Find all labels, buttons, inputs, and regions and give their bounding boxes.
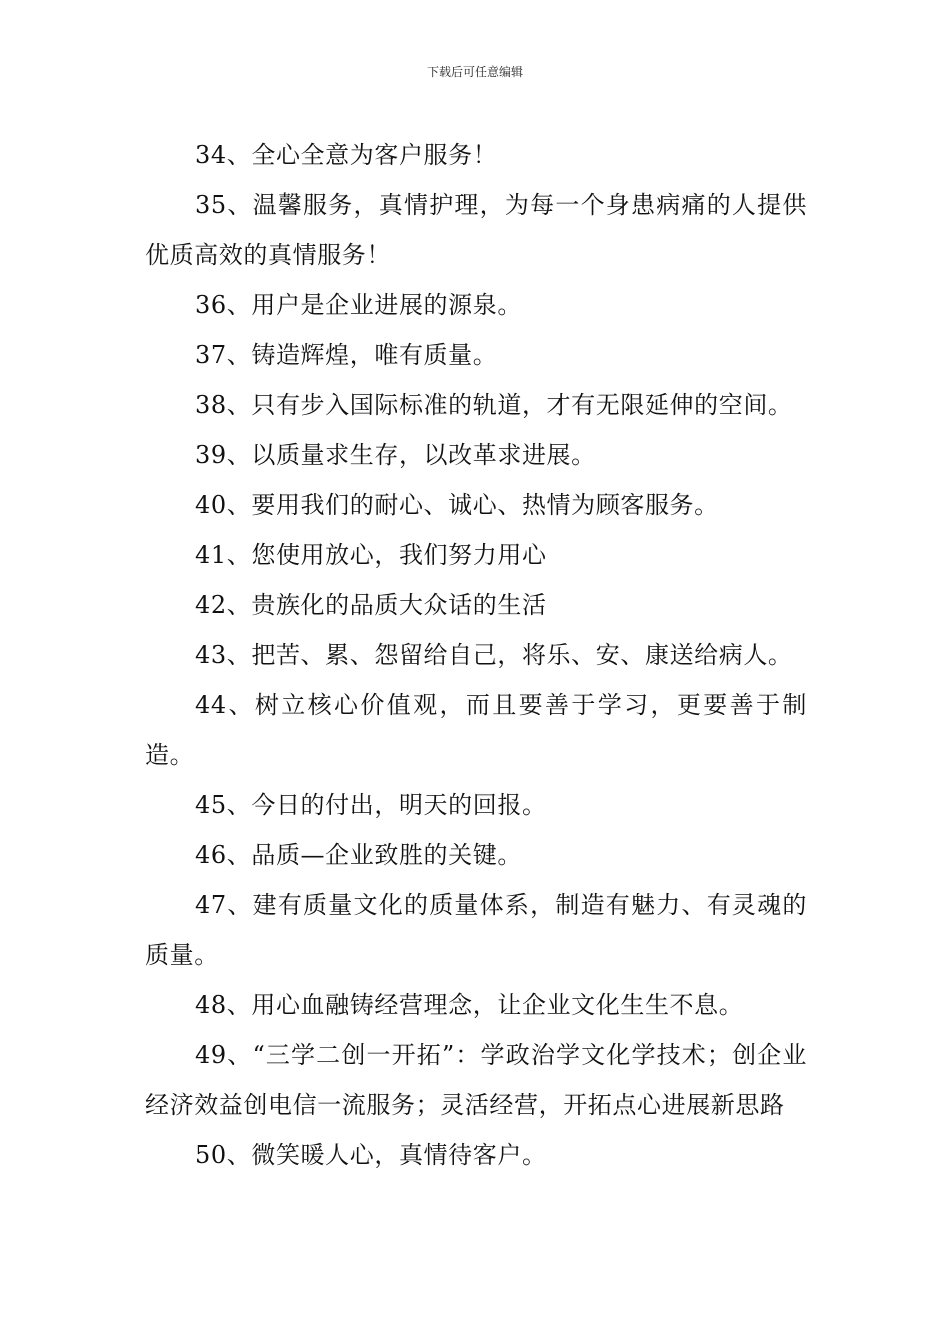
paragraph-41: 41、您使用放心，我们努力用心 — [195, 541, 547, 569]
paragraph-50: 50、微笑暖人心，真情待客户。 — [195, 1141, 547, 1169]
document-body — [145, 130, 807, 1180]
paragraph-45: 45、今日的付出，明天的回报。 — [195, 791, 547, 819]
paragraph-49: 49、“三学二创一开拓”：学政治学文化学技术；创企业经济效益创电信一流服务；灵活经营，开拓点心进展新思路 — [145, 1041, 807, 1119]
paragraph-42: 42、贵族化的品质大众话的生活 — [195, 591, 547, 619]
paragraph-43: 43、把苦、累、怨留给自己，将乐、安、康送给病人。 — [195, 641, 793, 669]
paragraph-40: 40、要用我们的耐心、诚心、热情为顾客服务。 — [195, 491, 719, 519]
paragraph-37: 37、铸造辉煌，唯有质量。 — [195, 341, 498, 369]
paragraph-39: 39、以质量求生存，以改革求进展。 — [195, 441, 596, 469]
paragraph-38: 38、只有步入国际标准的轨道，才有无限延伸的空间。 — [195, 391, 793, 419]
paragraph-34: 34、全心全意为客户服务！ — [195, 141, 498, 169]
page-header: 下载后可任意编辑 — [426, 65, 523, 79]
paragraph-44: 44、树立核心价值观，而且要善于学习，更要善于制造。 — [145, 691, 807, 769]
paragraph-48: 48、用心血融铸经营理念，让企业文化生生不息。 — [195, 991, 744, 1019]
paragraph-46: 46、品质—企业致胜的关键。 — [195, 841, 522, 869]
paragraph-35: 35、温馨服务，真情护理，为每一个身患病痛的人提供优质高效的真情服务！ — [145, 191, 807, 269]
paragraph-36: 36、用户是企业进展的源泉。 — [195, 291, 522, 319]
paragraph-47: 47、建有质量文化的质量体系，制造有魅力、有灵魂的质量。 — [145, 891, 807, 969]
